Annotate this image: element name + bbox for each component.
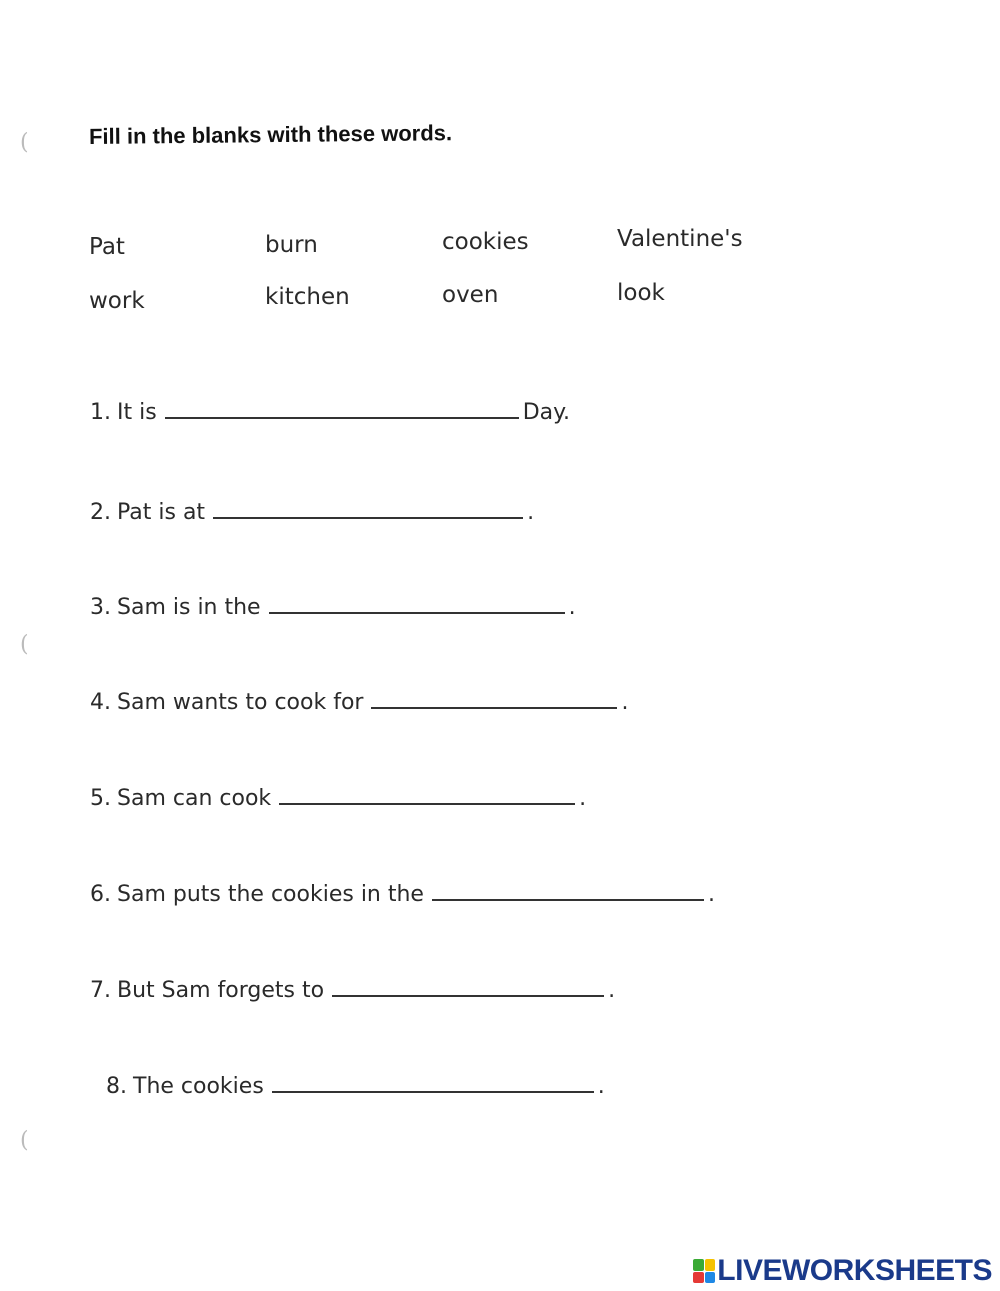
sentence-5 <box>90 786 586 811</box>
sentence-number: 2. <box>90 500 111 525</box>
sentence-text-before: Sam puts the cookies in the <box>117 882 424 907</box>
margin-mark: ( <box>20 130 29 155</box>
word-bank-item: Pat <box>89 234 125 260</box>
sentence-text-before: Sam wants to cook for <box>117 690 364 715</box>
instruction-heading: Fill in the blanks with these words. <box>88 120 453 149</box>
margin-mark: ( <box>20 632 29 657</box>
sentence-number: 3. <box>90 595 111 620</box>
sentence-8 <box>106 1074 605 1099</box>
sentence-7 <box>90 978 615 1003</box>
word-bank-item: look <box>617 280 665 306</box>
word-bank-item: Valentine's <box>617 226 743 252</box>
sentence-number: 6. <box>90 882 111 907</box>
sentence-1 <box>90 400 570 425</box>
logo-text: LIVEWORKSHEETS <box>717 1254 992 1287</box>
sentence-number: 1. <box>90 400 111 425</box>
sentence-6 <box>90 882 715 907</box>
sentence-text-before: But Sam forgets to <box>117 978 325 1003</box>
sentence-text-before: Sam is in the <box>117 595 261 620</box>
sentence-3 <box>90 595 576 620</box>
liveworksheets-logo <box>693 1254 992 1288</box>
sentence-text-before: Pat is at <box>117 500 206 525</box>
sentence-number: 5. <box>90 786 111 811</box>
sentence-number: 4. <box>90 690 111 715</box>
sentence-text-after: . <box>707 882 715 907</box>
sentence-2 <box>90 500 534 525</box>
word-bank-item: work <box>89 288 145 314</box>
sentence-text-after: . <box>568 595 576 620</box>
answer-blank-2[interactable] <box>213 513 523 519</box>
margin-mark: ( <box>20 1128 29 1153</box>
sentence-text-after: . <box>527 500 535 525</box>
word-bank-item: burn <box>265 232 318 258</box>
sentence-number: 7. <box>90 978 111 1003</box>
answer-blank-5[interactable] <box>279 799 575 805</box>
sentence-4 <box>90 690 628 715</box>
sentence-text-after: Day. <box>522 400 570 425</box>
word-bank-item: oven <box>442 282 499 308</box>
sentence-text-before: It is <box>117 400 157 425</box>
word-bank-item: kitchen <box>265 284 350 310</box>
answer-blank-4[interactable] <box>371 703 617 709</box>
liveworksheets-logo-icon <box>693 1259 715 1283</box>
sentence-text-after: . <box>597 1074 605 1099</box>
answer-blank-3[interactable] <box>269 608 565 614</box>
answer-blank-6[interactable] <box>432 895 704 901</box>
sentence-text-before: The cookies <box>133 1074 264 1099</box>
word-bank-item: cookies <box>442 229 529 255</box>
answer-blank-8[interactable] <box>272 1087 594 1093</box>
answer-blank-7[interactable] <box>332 991 604 997</box>
sentence-number: 8. <box>106 1074 127 1099</box>
answer-blank-1[interactable] <box>165 413 519 419</box>
sentence-text-before: Sam can cook <box>117 786 272 811</box>
sentence-text-after: . <box>608 978 616 1003</box>
sentence-text-after: . <box>579 786 587 811</box>
sentence-text-after: . <box>621 690 629 715</box>
